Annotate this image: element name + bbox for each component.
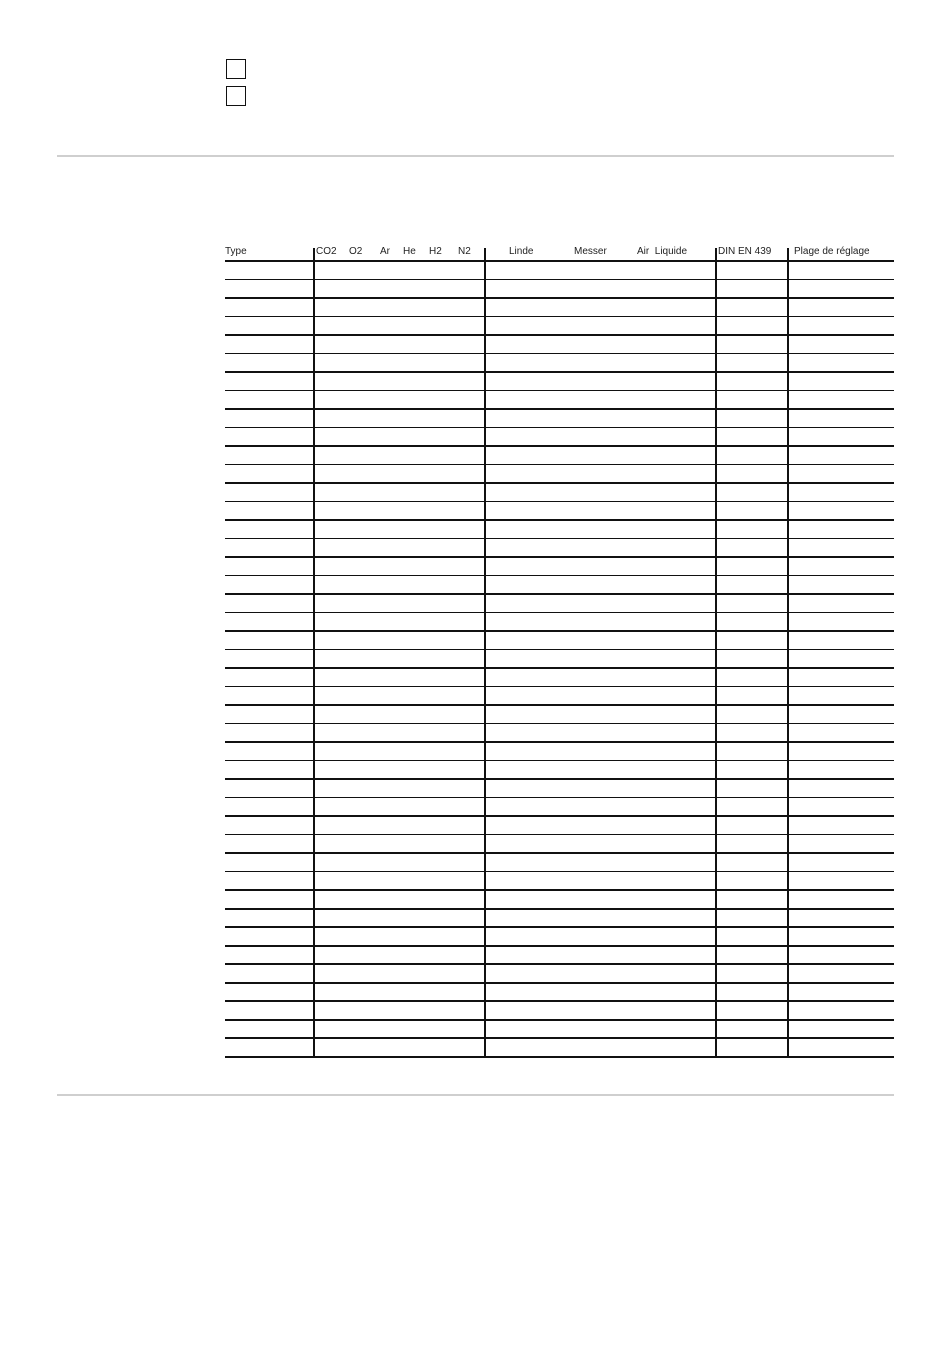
table-row-line xyxy=(225,982,894,984)
header-supplier-linde: Linde xyxy=(509,246,534,257)
table-row-line xyxy=(225,889,894,891)
table-row-line xyxy=(225,464,894,466)
header-supplier-air-liquide: Air Liquide xyxy=(637,246,688,257)
table-row-line xyxy=(225,723,894,725)
header-gas-h2: H2 xyxy=(429,246,442,257)
table-row-line xyxy=(225,926,894,928)
table-row-line xyxy=(225,908,894,910)
table-row-line xyxy=(225,482,894,484)
bottom-divider xyxy=(57,1094,894,1096)
table-row-line xyxy=(225,519,894,521)
table-row-line xyxy=(225,297,894,299)
table-row-line xyxy=(225,686,894,688)
column-divider xyxy=(313,260,315,1057)
table-row-line xyxy=(225,667,894,669)
table-row-line xyxy=(225,390,894,392)
header-gas-n2: N2 xyxy=(458,246,471,257)
table-row-line xyxy=(225,1037,894,1039)
table-row-line xyxy=(225,593,894,595)
table-row-line xyxy=(225,871,894,873)
table-row-line xyxy=(225,371,894,373)
table-row-line xyxy=(225,778,894,780)
table-row-line xyxy=(225,538,894,540)
table-row-line xyxy=(225,334,894,336)
table-row-line xyxy=(225,575,894,577)
header-gas-o2: O2 xyxy=(349,246,363,257)
table-row-line xyxy=(225,556,894,558)
table-row-line xyxy=(225,1056,894,1058)
header-tick xyxy=(715,248,717,260)
table-row-line xyxy=(225,260,894,262)
header-range: Plage de réglage xyxy=(794,246,870,257)
table-row-line xyxy=(225,834,894,836)
header-type: Type xyxy=(225,246,247,257)
table-row-line xyxy=(225,760,894,762)
header-tick xyxy=(313,248,315,260)
table-row-line xyxy=(225,1000,894,1002)
header-gas-ar: Ar xyxy=(380,246,390,257)
checkbox-1[interactable] xyxy=(226,59,246,79)
header-tick xyxy=(484,248,486,260)
table-row-line xyxy=(225,852,894,854)
checkbox-2[interactable] xyxy=(226,86,246,106)
header-din: DIN EN 439 xyxy=(718,246,772,257)
table-row-line xyxy=(225,612,894,614)
table-row-line xyxy=(225,945,894,947)
table-row-line xyxy=(225,704,894,706)
table-row-line xyxy=(225,279,894,281)
table-row-line xyxy=(225,797,894,799)
column-divider xyxy=(787,260,789,1057)
top-divider xyxy=(57,155,894,157)
table-row-line xyxy=(225,427,894,429)
column-divider xyxy=(484,260,486,1057)
table-row-line xyxy=(225,1019,894,1021)
table-row-line xyxy=(225,741,894,743)
table-row-line xyxy=(225,963,894,965)
header-tick xyxy=(787,248,789,260)
table-row-line xyxy=(225,353,894,355)
header-supplier-messer: Messer xyxy=(574,246,607,257)
column-divider xyxy=(715,260,717,1057)
table-row-line xyxy=(225,408,894,410)
table-row-line xyxy=(225,649,894,651)
table-row-line xyxy=(225,501,894,503)
header-gas-co2: CO2 xyxy=(316,246,337,257)
table-row-line xyxy=(225,815,894,817)
table-row-line xyxy=(225,630,894,632)
table-row-line xyxy=(225,445,894,447)
header-gas-he: He xyxy=(403,246,416,257)
table-row-line xyxy=(225,316,894,318)
